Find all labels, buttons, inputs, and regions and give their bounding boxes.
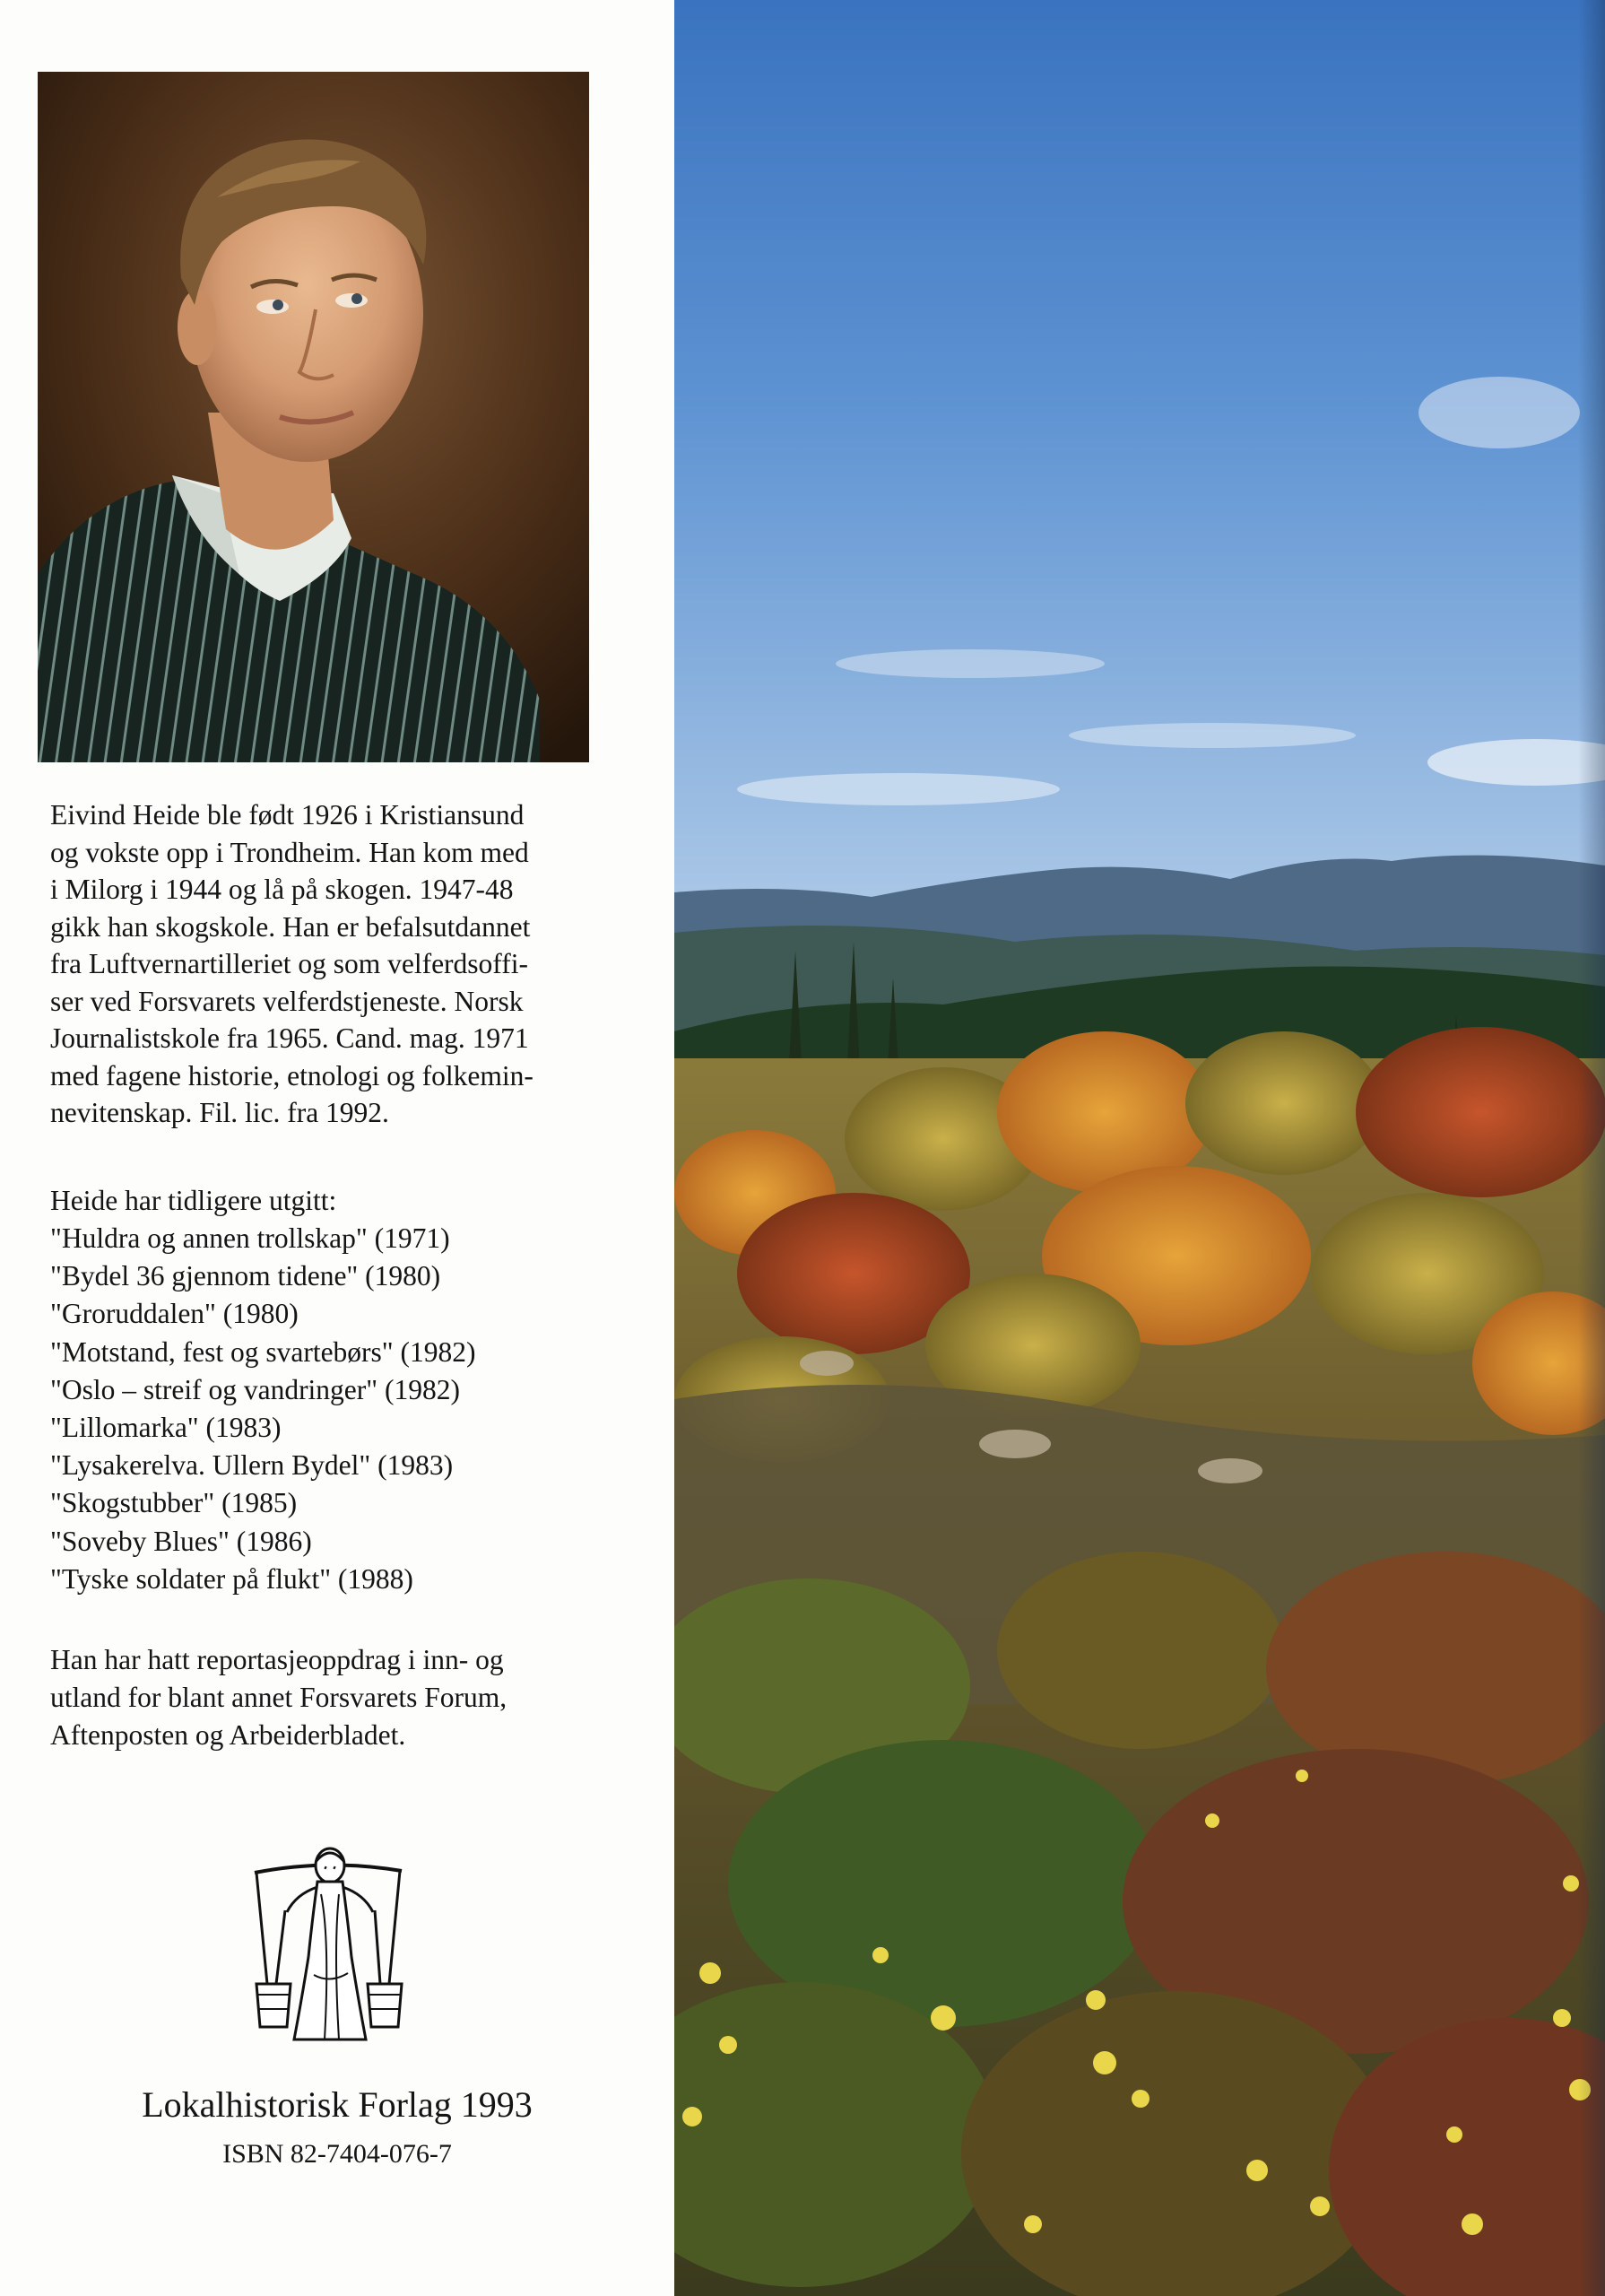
bio-line: Journalistskole fra 1965. Cand. mag. 1971 xyxy=(50,1022,529,1054)
bio-line: nevitenskap. Fil. lic. fra 1992. xyxy=(50,1097,389,1128)
reportage-line: utland for blant annet Forsvarets Forum, xyxy=(50,1682,508,1713)
bio-line: og vokste opp i Trondheim. Han kom med xyxy=(50,836,529,868)
list-item: "Motstand, fest og svartebørs" (1982) xyxy=(50,1335,476,1368)
bio-line: Eivind Heide ble født 1926 i Kristiansund xyxy=(50,799,525,831)
bio-line: i Milorg i 1944 og lå på skogen. 1947-48 xyxy=(50,874,514,905)
bio-line: gikk han skogskole. Han er befalsutdannet xyxy=(50,910,531,943)
list-item: "Skogstubber" (1985) xyxy=(50,1487,298,1519)
text-panel xyxy=(0,0,674,2296)
list-item: "Tyske soldater på flukt" (1988) xyxy=(50,1562,413,1595)
list-item: "Groruddalen" (1980) xyxy=(50,1298,299,1330)
reportage-line: Aftenposten og Arbeiderbladet. xyxy=(50,1719,406,1751)
author-bio xyxy=(50,796,624,1132)
list-item: "Huldra og annen trollskap" (1971) xyxy=(50,1222,450,1254)
bio-line: med fagene historie, etnologi og folkemin- xyxy=(50,1059,534,1091)
isbn: ISBN 82-7404-076-7 xyxy=(222,2139,452,2169)
landscape-photo xyxy=(674,0,1605,2296)
list-item: "Oslo – streif og vandringer" (1982) xyxy=(50,1373,460,1405)
list-item: "Bydel 36 gjennom tidene" (1980) xyxy=(50,1260,441,1292)
author-portrait xyxy=(38,72,589,762)
list-item: "Lysakerelva. Ullern Bydel" (1983) xyxy=(50,1449,454,1482)
previous-works-heading: Heide har tidligere utgitt: xyxy=(50,1185,337,1216)
spine-edge-shadow xyxy=(1578,0,1605,2296)
publisher-logo-icon xyxy=(249,1840,407,2047)
list-item: "Soveby Blues" (1986) xyxy=(50,1525,312,1557)
previous-works-list xyxy=(50,1220,476,1598)
reportage-paragraph xyxy=(50,1641,624,1754)
bio-line: ser ved Forsvarets velferdstjeneste. Norsk xyxy=(50,985,524,1017)
publisher-name: Lokalhistorisk Forlag 1993 xyxy=(142,2084,533,2125)
list-item: "Lillomarka" (1983) xyxy=(50,1412,282,1444)
reportage-line: Han har hatt reportasjeoppdrag i inn- og xyxy=(50,1644,504,1675)
bio-line: fra Luftvernartilleriet og som velferdsoffi- xyxy=(50,948,528,979)
